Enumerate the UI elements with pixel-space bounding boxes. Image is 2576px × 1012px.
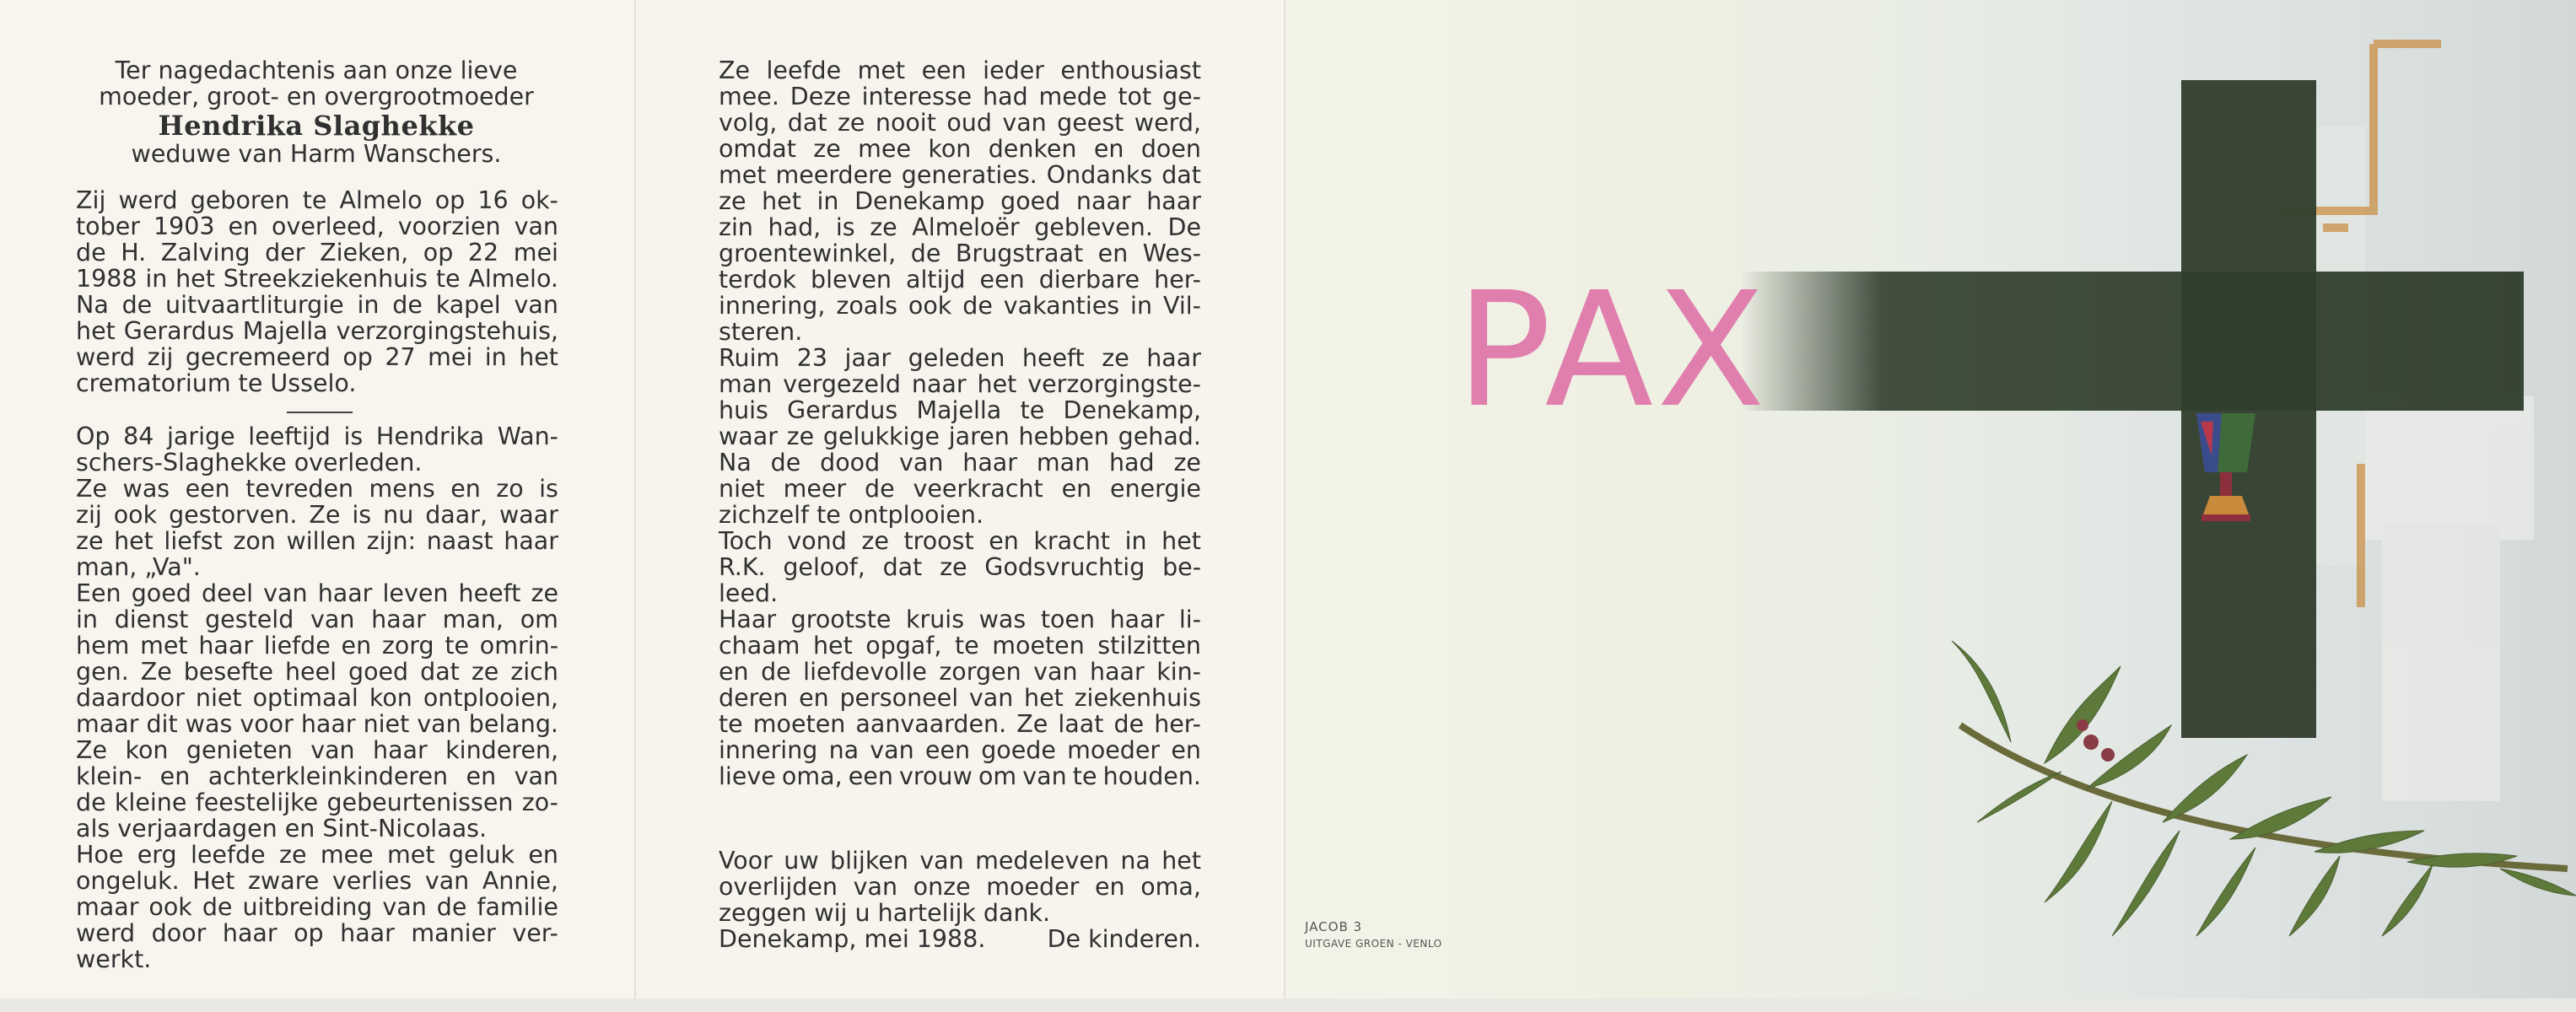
- divider: [287, 412, 353, 413]
- publisher-name: UITGAVE GROEN - VENLO: [1305, 938, 1442, 950]
- bio-line: Zij werd geboren te Almelo op 16 ok-: [76, 186, 558, 214]
- bottom-edge: [0, 999, 2576, 1012]
- thanks-block: [719, 848, 1201, 952]
- body-line: ze het liefst zon willen zijn: naast haar: [76, 527, 558, 555]
- body-line: innering, zoals ook de vakanties in Vil-: [719, 292, 1201, 320]
- body-line: omdat ze mee kon denken en doen: [719, 135, 1201, 163]
- bio-line: werd zij gecremeerd op 27 mei in het: [76, 343, 558, 371]
- body-line: maar ook de uitbreiding van de familie: [76, 893, 558, 921]
- body-line: Hoe erg leefde ze mee met geluk en: [76, 841, 558, 869]
- body-line: in dienst gesteld van haar man, om: [76, 606, 558, 633]
- body-line: waar ze gelukkige jaren hebben gehad.: [719, 423, 1201, 450]
- middle-body-block: [719, 57, 1201, 789]
- body-line: chaam het opgaf, te moeten stilzitten: [719, 632, 1201, 659]
- body-line: als verjaardagen en Sint-Nicolaas.: [76, 815, 488, 842]
- bio-line: crematorium te Usselo.: [76, 369, 357, 397]
- thanks-line: zeggen wij u hartelijk dank.: [719, 899, 1051, 927]
- bio-line: het Gerardus Majella verzorgingstehuis,: [76, 317, 558, 345]
- body-line: huis Gerardus Majella te Denekamp,: [719, 396, 1201, 424]
- body-line: klein- en achterkleinkinderen en van: [76, 762, 558, 790]
- body-line: ongeluk. Het zware verlies van Annie,: [76, 867, 558, 895]
- body-line: lieve oma, een vrouw om van te houden.: [719, 762, 1201, 790]
- body-line: hem met haar liefde en zorg te omrin-: [76, 632, 558, 659]
- thanks-line: Voor uw blijken van medeleven na het: [719, 847, 1201, 875]
- thanks-line: overlijden van onze moeder en oma,: [719, 873, 1201, 901]
- body-block: [76, 423, 558, 972]
- intro-line: moeder, groot- en overgrootmoeder: [99, 83, 534, 110]
- body-line: volg, dat ze nooit oud van geest werd,: [719, 109, 1201, 137]
- bio-line: 1988 in het Streekziekenhuis te Almelo.: [76, 265, 558, 293]
- body-line: man, „Va".: [76, 553, 201, 581]
- body-line: gen. Ze besefte heel goed dat ze zich: [76, 658, 558, 686]
- body-line: Toch vond ze troost en kracht in het: [719, 527, 1201, 555]
- signature-row: [719, 926, 1201, 952]
- body-line: werkt.: [76, 945, 152, 973]
- widow-line: weduwe van Harm Wanschers.: [131, 140, 502, 168]
- intro-block: [76, 57, 557, 167]
- body-line: Ze kon genieten van haar kinderen,: [76, 736, 558, 764]
- cross-horizontal-beam: [1741, 272, 2524, 411]
- body-line: ze het in Denekamp goed naar haar: [719, 187, 1201, 215]
- body-line: zin had, is ze Almeloër gebleven. De: [719, 213, 1201, 241]
- intro-line: Ter nagedachtenis aan onze lieve: [115, 57, 518, 84]
- body-line: terdok bleven altijd een dierbare her-: [719, 266, 1201, 293]
- body-line: man vergezeld naar het verzorgingste-: [719, 370, 1201, 398]
- bio-block: [76, 187, 558, 396]
- body-line: innering na van een goede moeder en: [719, 736, 1201, 764]
- body-line: schers-Slaghekke overleden.: [76, 449, 423, 476]
- publisher-code: JACOB 3: [1305, 919, 1363, 934]
- body-line: steren.: [719, 318, 803, 346]
- body-line: Op 84 jarige leeftijd is Hendrika Wan-: [76, 423, 558, 450]
- body-line: Haar grootste kruis was toen haar li-: [719, 606, 1201, 633]
- body-line: leed.: [719, 579, 779, 607]
- body-line: de kleine feestelijke gebeurtenissen zo-: [76, 789, 558, 816]
- pax-title: PAX: [1456, 258, 1769, 443]
- body-line: Ruim 23 jaar geleden heeft ze haar: [719, 344, 1201, 372]
- body-line: Ze was een tevreden mens en zo is: [76, 475, 558, 503]
- body-line: Na de dood van haar man had ze: [719, 449, 1201, 476]
- body-line: groentewinkel, de Brugstraat en Wes-: [719, 240, 1201, 267]
- body-line: zichzelf te ontplooien.: [719, 501, 984, 529]
- body-line: mee. Deze interesse had mede tot ge-: [719, 83, 1201, 110]
- bio-line: de H. Zalving der Zieken, op 22 mei: [76, 239, 558, 266]
- cross-artwork: [1285, 0, 2576, 999]
- body-line: R.K. geloof, dat ze Godsvruchtig be-: [719, 553, 1201, 581]
- body-line: maar dit was voor haar niet van belang.: [76, 710, 558, 738]
- body-line: werd door haar op haar manier ver-: [76, 919, 558, 947]
- body-line: met meerdere generaties. Ondanks dat: [719, 161, 1201, 189]
- middle-panel: [634, 0, 1284, 999]
- bio-line: Na de uitvaartliturgie in de kapel van: [76, 291, 558, 319]
- card-front-panel: [1284, 0, 2576, 999]
- body-line: niet meer de veerkracht en energie: [719, 475, 1201, 503]
- body-line: Een goed deel van haar leven heeft ze: [76, 579, 558, 607]
- body-line: en de liefdevolle zorgen van haar kin-: [719, 658, 1201, 686]
- body-line: daardoor niet optimaal kon ontplooien,: [76, 684, 558, 712]
- body-line: zij ook gestorven. Ze is nu daar, waar: [76, 501, 558, 529]
- deceased-name: Hendrika Slaghekke: [158, 110, 475, 142]
- body-line: te moeten aanvaarden. Ze laat de her-: [719, 710, 1201, 738]
- body-line: Ze leefde met een ieder enthousiast: [719, 57, 1201, 84]
- left-panel: [0, 0, 634, 999]
- signature: De kinderen.: [1047, 925, 1201, 953]
- body-line: deren en personeel van het ziekenhuis: [719, 684, 1201, 712]
- bio-line: tober 1903 en overleed, voorzien van: [76, 213, 558, 240]
- place-date: Denekamp, mei 1988.: [719, 925, 986, 953]
